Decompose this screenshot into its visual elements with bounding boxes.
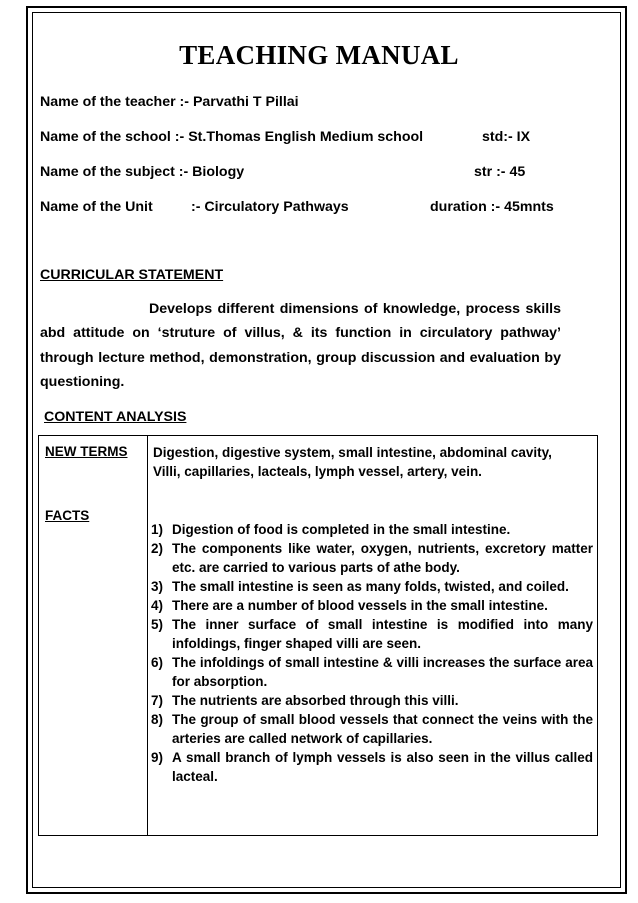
curricular-text: Develops different dimensions of knowledge, process skills abd attitude on ‘struture of villus, & its function in circulatory pathway’ through lecture method, demonstration, group discussion and evaluation by questioning. xyxy=(40,301,561,390)
subject-name: Name of the subject :- Biology xyxy=(40,164,245,180)
fact-item: 7) The nutrients are absorbed through this villi. xyxy=(151,693,459,708)
unit-value: :- Circulatory Pathways xyxy=(191,199,349,215)
fact-item: 8) The group of small blood vessels that connect the veins with the arteries are called network of capillaries. xyxy=(151,712,593,746)
new-terms-line: Villi, capillaries, lacteals, lymph vessel, artery, vein. xyxy=(153,464,482,479)
fact-item: 4) There are a number of blood vessels in the small intestine. xyxy=(151,598,548,613)
standard-value: std:- IX xyxy=(482,129,531,145)
facts-label: FACTS xyxy=(45,508,90,523)
new-terms-label: NEW TERMS xyxy=(45,444,128,459)
fact-item: 3) The small intestine is seen as many folds, twisted, and coiled. xyxy=(151,579,569,594)
duration-value: duration :- 45mnts xyxy=(430,199,554,215)
school-name: Name of the school :- St.Thomas English Medium school xyxy=(40,129,424,145)
unit-label: Name of the Unit xyxy=(40,199,153,215)
fact-item: 2) The components like water, oxygen, nutrients, excretory matter etc. are carried to various parts of athe body. xyxy=(151,541,593,575)
curricular-heading: CURRICULAR STATEMENT xyxy=(40,267,224,283)
facts-list xyxy=(151,520,593,786)
fact-item: 1) Digestion of food is completed in the small intestine. xyxy=(151,522,511,537)
new-terms-line: Digestion, digestive system, small intestine, abdominal cavity, xyxy=(153,445,552,460)
column-divider xyxy=(147,436,148,835)
teacher-name: Name of the teacher :- Parvathi T Pillai xyxy=(40,94,299,110)
fact-item: 5) The inner surface of small intestine is modified into many infoldings, finger shaped villi are seen. xyxy=(151,617,593,651)
content-analysis-table xyxy=(38,435,598,836)
fact-item: 9) A small branch of lymph vessels is also seen in the villus called lacteal. xyxy=(151,750,593,784)
strength-value: str :- 45 xyxy=(474,164,526,180)
content-analysis-heading: CONTENT ANALYSIS xyxy=(44,409,187,425)
new-terms-cell xyxy=(153,443,593,481)
fact-item: 6) The infoldings of small intestine & villi increases the surface area for absorption. xyxy=(151,655,593,689)
curricular-statement xyxy=(40,297,561,394)
page-title: TEACHING MANUAL xyxy=(179,40,459,70)
